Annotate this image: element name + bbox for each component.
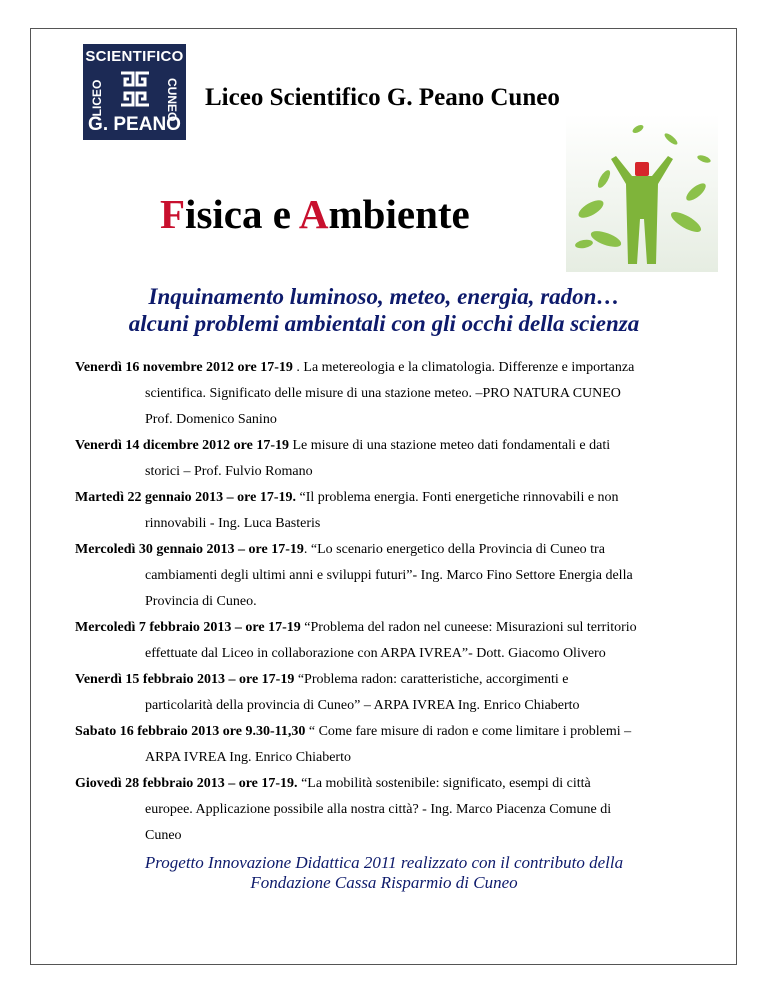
title-initial-a: A [298,191,329,237]
page-title [160,190,470,238]
event-date: Martedì 22 gennaio 2013 – ore 17-19. [75,490,296,505]
event-item [75,667,715,719]
event-description-cont: effettuate dal Liceo in collaborazione con ARPA IVREA”- Dott. Giacomo Olivero [145,646,606,661]
subtitle-line-2: alcuni problemi ambientali con gli occhi della scienza [128,311,640,336]
event-date: Sabato 16 febbraio 2013 ore 9.30-11,30 [75,724,306,739]
footer-credit [40,853,728,893]
event-date: Mercoledì 7 febbraio 2013 – ore 17-19 [75,620,301,635]
events-list [75,355,715,849]
event-description: “ Come fare misure di radon e come limitare i problemi – [305,724,632,739]
event-date: Giovedì 28 febbraio 2013 – ore 17-19. [75,776,298,791]
event-item [75,485,715,537]
subtitle-line-1: Inquinamento luminoso, meteo, energia, radon… [148,284,620,309]
school-logo-icon [83,44,186,140]
event-description-cont: cambiamenti degli ultimi anni e sviluppi futuri”- Ing. Marco Fino Settore Energia della [145,568,633,583]
event-item [75,433,715,485]
event-description-cont: Prof. Domenico Sanino [145,412,277,427]
event-item [75,771,715,849]
event-date: Venerdì 16 novembre 2012 ore 17-19 [75,360,293,375]
logo-maze-icon [119,71,151,107]
subtitle [40,283,728,337]
title-part-1: isica e [185,191,299,237]
school-name: Liceo Scientifico G. Peano Cuneo [205,84,560,111]
footer-line-2: Fondazione Cassa Risparmio di Cuneo [250,873,518,892]
event-date: Venerdì 15 febbraio 2013 – ore 17-19 [75,672,295,687]
logo-bottom-text: G. PEANO [88,114,181,135]
event-description-cont: particolarità della provincia di Cuneo” – ARPA IVREA Ing. Enrico Chiaberto [145,698,580,713]
logo-left-text: LICEO [90,79,104,117]
event-description-cont: Cuneo [145,828,182,843]
event-description-cont: Provincia di Cuneo. [145,594,257,609]
event-item [75,355,715,433]
title-initial-f: F [160,191,186,237]
logo-top-text: SCIENTIFICO [85,48,184,65]
event-description-cont: ARPA IVREA Ing. Enrico Chiaberto [145,750,351,765]
title-part-2: mbiente [328,191,470,237]
event-description: . La metereologia e la climatologia. Differenze e importanza [292,360,635,375]
logo-right-text: CUNEO [165,78,179,122]
footer-line-1: Progetto Innovazione Didattica 2011 realizzato con il contributo della [144,853,624,872]
event-description-cont: storici – Prof. Fulvio Romano [145,464,313,479]
event-date: Mercoledì 30 gennaio 2013 – ore 17-19 [75,542,304,557]
event-description: “La mobilità sostenibile: significato, esempi di città [297,776,591,791]
green-person-leaves-icon [566,114,718,272]
event-description-cont: rinnovabili - Ing. Luca Basteris [145,516,321,531]
event-description: “Problema radon: caratteristiche, accorgimenti e [294,672,569,687]
event-description-cont: europee. Applicazione possibile alla nostra città? - Ing. Marco Piacenza Comune di [145,802,612,817]
event-description: “Il problema energia. Fonti energetiche rinnovabili e non [296,490,619,505]
event-description: . “Lo scenario energetico della Provincia di Cuneo tra [303,542,605,557]
event-description: Le misure di una stazione meteo dati fondamentali e dati [289,438,611,453]
event-item [75,615,715,667]
event-description-cont: scientifica. Significato delle misure di una stazione meteo. –PRO NATURA CUNEO [145,386,621,401]
event-description: “Problema del radon nel cuneese: Misurazioni sul territorio [300,620,637,635]
event-date: Venerdì 14 dicembre 2012 ore 17-19 [75,438,289,453]
event-item [75,719,715,771]
event-item [75,537,715,615]
